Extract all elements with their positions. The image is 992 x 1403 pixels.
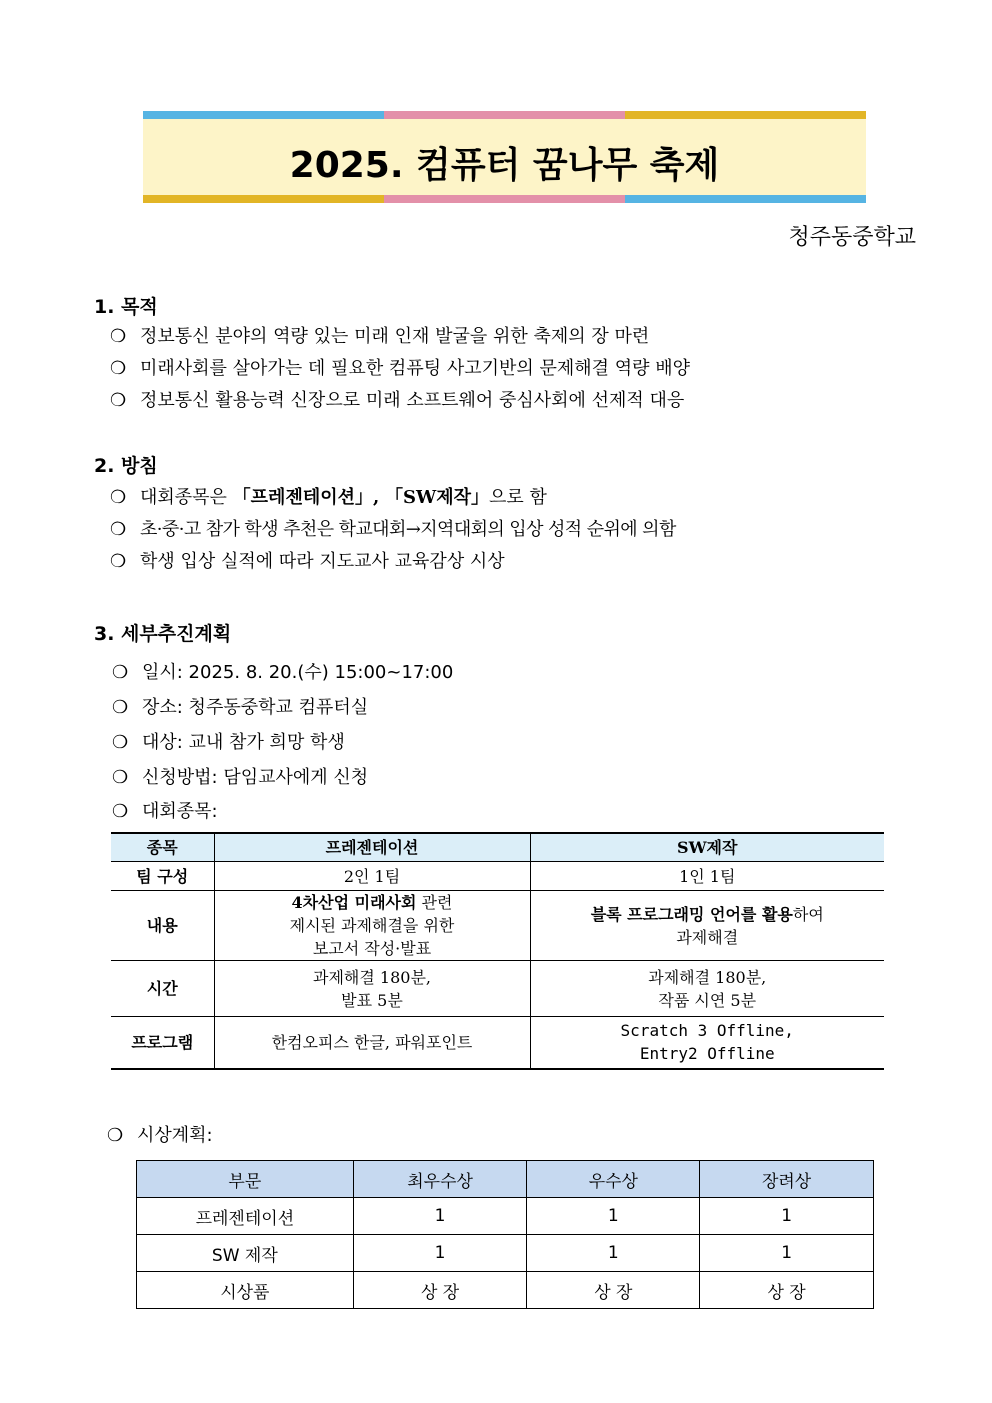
banner-bottom-stripe [143, 195, 866, 203]
row-label: 내용 [111, 891, 214, 961]
table-cell: SW 제작 [137, 1235, 354, 1272]
policy-item: ❍ 학생 입상 실적에 따라 지도교사 교육감상 시상 [110, 551, 505, 572]
plan-item: ❍ 일시: 2025. 8. 20.(수) 15:00~17:00 [112, 662, 454, 683]
table-header: 종목 [111, 833, 214, 862]
table-cell: Scratch 3 Offline, Entry2 Offline [530, 1017, 884, 1069]
table-row [137, 1235, 874, 1272]
table-cell: 상 장 [353, 1272, 527, 1309]
table-cell: 1 [353, 1235, 527, 1272]
table-cell: 4차산업 미래사회 관련 제시된 과제해결을 위한 보고서 작성·발표 [214, 891, 530, 961]
section-heading-plan: 3. 세부추진계획 [94, 623, 232, 645]
table-header-row [137, 1161, 874, 1198]
table-row [111, 891, 884, 961]
table-header: 프레젠테이션 [214, 833, 530, 862]
purpose-item: ❍ 정보통신 활용능력 신장으로 미래 소프트웨어 중심사회에 선제적 대응 [110, 390, 685, 411]
table-header: SW제작 [530, 833, 884, 862]
policy-item: ❍ 초·중·고 참가 학생 추천은 학교대회→지역대회의 입상 성적 순위에 의함 [110, 519, 676, 540]
purpose-item: ❍ 미래사회를 살아가는 데 필요한 컴퓨팅 사고기반의 문제해결 역량 배양 [110, 358, 691, 379]
bullet-icon: ❍ [112, 662, 129, 683]
section-heading-policy: 2. 방침 [94, 455, 158, 477]
table-cell: 블록 프로그래밍 언어를 활용하여 과제해결 [530, 891, 884, 961]
bullet-icon: ❍ [112, 767, 129, 788]
table-cell: 1 [527, 1198, 700, 1235]
awards-table [136, 1160, 874, 1309]
plan-item: ❍ 대상: 교내 참가 희망 학생 [112, 732, 345, 753]
banner-top-stripe [143, 111, 866, 119]
table-cell: 상 장 [700, 1272, 874, 1309]
events-table [111, 832, 884, 1070]
purpose-item: ❍ 정보통신 분야의 역량 있는 미래 인재 발굴을 위한 축제의 장 마련 [110, 326, 650, 347]
table-cell: 과제해결 180분, 발표 5분 [214, 961, 530, 1017]
bullet-icon: ❍ [110, 390, 127, 411]
table-cell: 1 [700, 1235, 874, 1272]
table-cell: 2인 1팀 [214, 862, 530, 891]
plan-item: ❍ 장소: 청주동중학교 컴퓨터실 [112, 697, 369, 718]
bullet-icon: ❍ [110, 551, 127, 572]
bullet-icon: ❍ [112, 697, 129, 718]
table-row [111, 862, 884, 891]
table-cell: 한컴오피스 한글, 파워포인트 [214, 1017, 530, 1069]
table-row [137, 1198, 874, 1235]
table-header: 장려상 [700, 1161, 874, 1198]
row-label: 팀 구성 [111, 862, 214, 891]
bullet-icon: ❍ [110, 358, 127, 379]
bullet-icon: ❍ [107, 1125, 124, 1146]
bullet-icon: ❍ [112, 801, 129, 822]
policy-item: ❍ 대회종목은 「프레젠테이션」, 「SW제작」으로 함 [110, 487, 547, 508]
table-header-row [111, 833, 884, 862]
title-banner [143, 111, 866, 203]
bullet-icon: ❍ [110, 519, 126, 540]
bullet-icon: ❍ [112, 732, 129, 753]
bullet-icon: ❍ [110, 326, 127, 347]
table-cell: 1인 1팀 [530, 862, 884, 891]
row-label: 시간 [111, 961, 214, 1017]
table-row [111, 961, 884, 1017]
plan-item: ❍ 대회종목: [112, 801, 218, 822]
document-title: 2025. 컴퓨터 꿈나무 축제 [289, 145, 720, 186]
table-row [137, 1272, 874, 1309]
table-cell: 프레젠테이션 [137, 1198, 354, 1235]
row-label: 프로그램 [111, 1017, 214, 1069]
table-header: 최우수상 [353, 1161, 527, 1198]
table-cell: 상 장 [527, 1272, 700, 1309]
table-cell: 시상품 [137, 1272, 354, 1309]
table-row [111, 1017, 884, 1069]
table-header: 우수상 [527, 1161, 700, 1198]
table-cell: 1 [527, 1235, 700, 1272]
plan-item: ❍ 신청방법: 담임교사에게 신청 [112, 767, 369, 788]
awards-label: ❍ 시상계획: [107, 1125, 213, 1146]
section-heading-purpose: 1. 목적 [94, 296, 158, 318]
table-cell: 과제해결 180분, 작품 시연 5분 [530, 961, 884, 1017]
table-cell: 1 [700, 1198, 874, 1235]
bullet-icon: ❍ [110, 487, 127, 508]
table-cell: 1 [353, 1198, 527, 1235]
school-name: 청주동중학교 [788, 225, 916, 250]
table-header: 부문 [137, 1161, 354, 1198]
